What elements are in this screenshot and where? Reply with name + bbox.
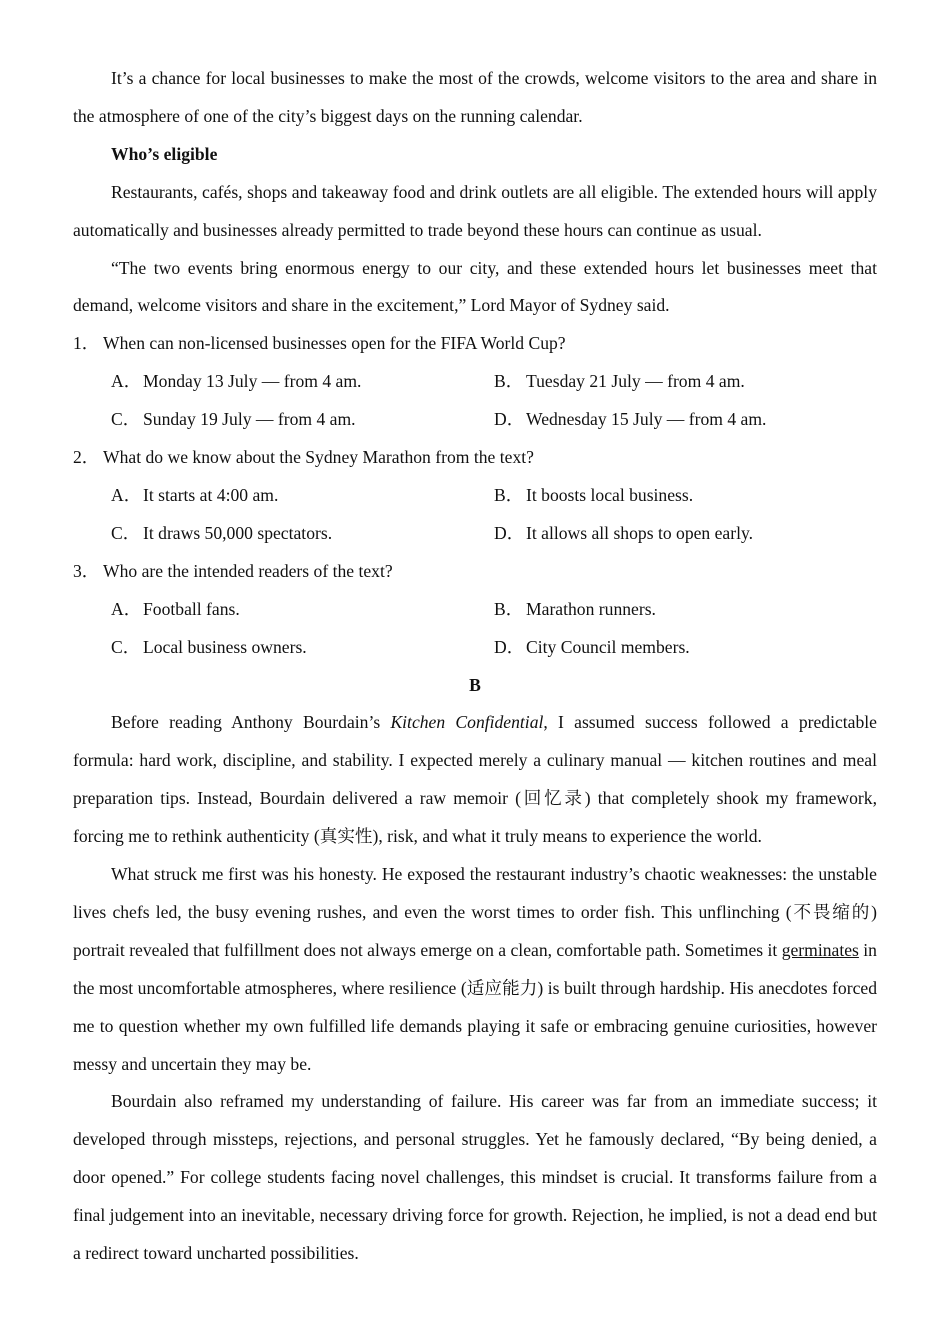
option-letter: D． [494, 636, 525, 657]
option-a [111, 363, 494, 401]
option-letter: A． [111, 598, 142, 619]
option-text: Marathon runners. [526, 598, 656, 619]
question-2 [73, 439, 877, 477]
option-letter: A． [111, 484, 142, 505]
document-page [73, 60, 877, 1273]
question-1 [73, 325, 877, 363]
option-letter: B． [494, 371, 524, 392]
option-text: It boosts local business. [526, 484, 694, 505]
question-stem: Who are the intended readers of the text? [103, 560, 393, 581]
option-d [494, 515, 915, 553]
option-letter: D． [494, 522, 525, 543]
passage-a-paragraph-3: “The two events bring enormous energy to our city, and these extended hours let businesses meet that demand, welcome visitors and share in the excitement,” Lord Mayor of Sydney said. [73, 257, 877, 316]
section-b-paragraph-3: Bourdain also reframed my understanding of failure. His career was far from an immediate success; it developed through missteps, rejections, and personal struggles. Yet he famously declared, “By being denied, a door opened.” For college students facing novel challenges, this mindset is crucial. It transforms failure from a final judgement into an inevitable, necessary driving force for growth. Rejection, he implied, is not a dead end but a redirect toward uncharted possibilities. [73, 1091, 877, 1264]
option-text: Monday 13 July — from 4 am. [143, 371, 362, 392]
book-title: Kitchen Confidential [390, 712, 544, 733]
option-letter: A． [111, 371, 142, 392]
option-text: City Council members. [526, 636, 690, 657]
option-text: Wednesday 15 July — from 4 am. [526, 409, 767, 430]
option-letter: B． [494, 598, 524, 619]
question-stem: When can non-licensed businesses open for the FIFA World Cup? [103, 333, 566, 354]
question-3 [73, 553, 877, 591]
question-3-options [73, 591, 877, 667]
section-b-paragraph-1 [73, 704, 877, 856]
option-text: Tuesday 21 July — from 4 am. [526, 371, 745, 392]
option-text: Sunday 19 July — from 4 am. [143, 409, 356, 430]
option-text: It starts at 4:00 am. [143, 484, 279, 505]
option-a [111, 591, 494, 629]
question-number: 3． [73, 560, 100, 581]
underlined-word: germinates [781, 939, 859, 960]
option-c [111, 401, 494, 439]
option-c [111, 515, 494, 553]
option-text: Local business owners. [143, 636, 307, 657]
option-c [111, 629, 494, 667]
question-number: 1． [73, 333, 100, 354]
option-d [494, 629, 915, 667]
section-heading-eligible: Who’s eligible [111, 143, 218, 164]
question-number: 2． [73, 447, 100, 468]
question-1-options [73, 363, 877, 439]
paragraph-text: Before reading Anthony Bourdain’s [111, 712, 391, 733]
passage-a-paragraph-2: Restaurants, cafés, shops and takeaway food and drink outlets are all eligible. The extended hours will apply automatically and businesses already permitted to trade beyond these hours can continue as usual. [73, 181, 877, 240]
option-letter: D． [494, 409, 525, 430]
paragraph-text: , I assumed success followed a predictable formula: hard work, discipline, and stability. I expected merely a culinary manual — kitchen routines and meal preparation tips. Instead, Bourdain delivered a raw memoir (回忆录) that completely shook my framework, forcing me to rethink authenticity (真实性), risk, and what it truly means to experience the world. [73, 712, 877, 847]
option-text: It draws 50,000 spectators. [143, 522, 333, 543]
question-2-options [73, 477, 877, 553]
passage-a-paragraph-1: It’s a chance for local businesses to make the most of the crowds, welcome visitors to the area and share in the atmosphere of one of the city’s biggest days on the running calendar. [73, 68, 877, 126]
section-b-paragraph-2 [73, 856, 877, 1083]
option-text: It allows all shops to open early. [526, 522, 754, 543]
option-b [494, 591, 915, 629]
option-letter: C． [111, 522, 141, 543]
option-b [494, 477, 915, 515]
paragraph-text: in the most uncomfortable atmospheres, where resilience (适应能力) is built through hardship. His anecdotes forced me to question whether my own fulfilled life demands playing it safe or embracing genuine curiosities, however messy and uncertain they may be. [73, 939, 877, 1074]
option-a [111, 477, 494, 515]
option-text: Football fans. [143, 598, 240, 619]
option-b [494, 363, 915, 401]
option-d [494, 401, 915, 439]
paragraph-text: What struck me first was his honesty. He exposed the restaurant industry’s chaotic weaknesses: the unstable lives chefs led, the busy evening rushes, and even the worst times to order fish. This unflinching (不畏缩的) portrait revealed that fulfillment does not always emerge on a clean, comfortable path. Sometimes it [73, 864, 877, 960]
option-letter: C． [111, 409, 141, 430]
option-letter: C． [111, 636, 141, 657]
section-b-title: B [469, 674, 481, 695]
option-letter: B． [494, 484, 524, 505]
question-stem: What do we know about the Sydney Marathon from the text? [103, 447, 534, 468]
